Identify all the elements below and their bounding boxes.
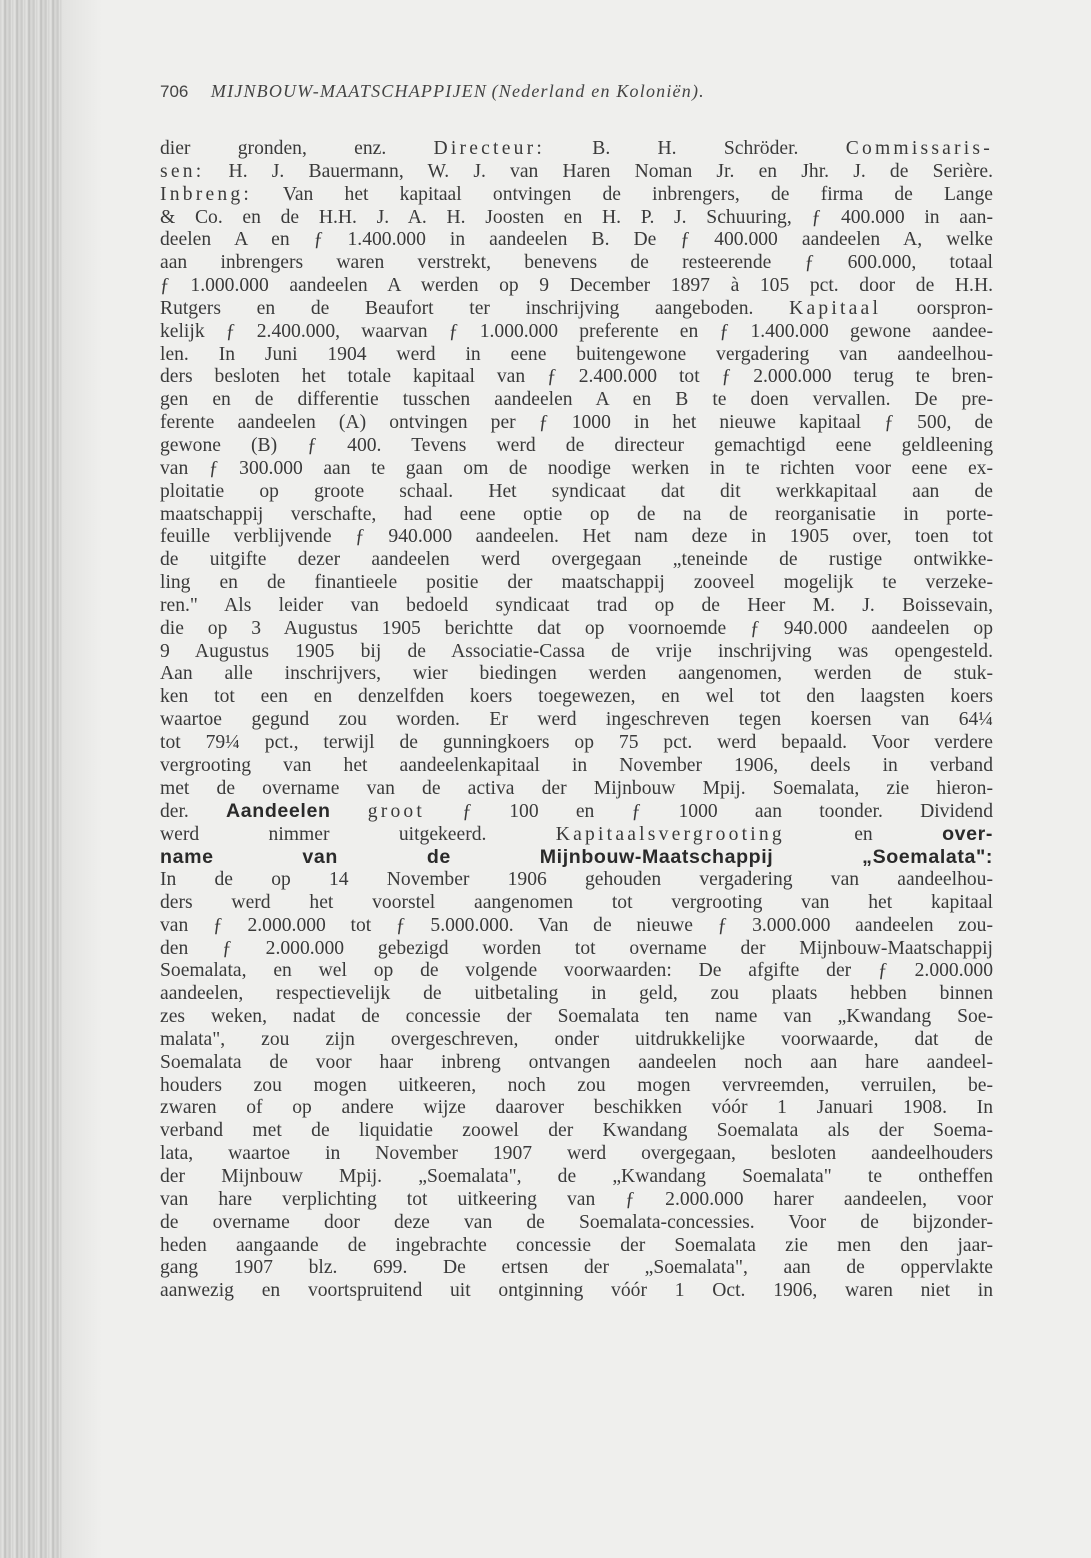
text-line: [160, 1212, 993, 1235]
text-line: [160, 938, 993, 961]
text-run: Soemalata, en wel op de volgende voorwaarden: De afgifte der ƒ 2.000.000: [160, 960, 993, 982]
text-run: gewone (B) ƒ 400. Tevens werd de directeur gemachtigd eene geldleening: [160, 434, 993, 456]
running-subtitle: [492, 81, 705, 101]
text-run: kelijk ƒ 2.400.000, waarvan ƒ 1.000.000 preferente en ƒ 1.400.000 gewone aandee-: [160, 320, 993, 342]
text-run: aan inbrengers waren verstrekt, benevens de resteerende ƒ 600.000, totaal: [160, 252, 993, 274]
text-line: [160, 1052, 993, 1075]
text-line: [160, 846, 993, 869]
text-line: [160, 823, 993, 846]
text-line: [160, 595, 993, 618]
text-line: [160, 229, 993, 252]
spaced-heading: Kapitaalsvergrooting: [555, 824, 785, 846]
text-line: [160, 526, 993, 549]
text-line: [160, 778, 993, 801]
text-run: maatschappij verschafte, had eene optie op de na de reorganisatie in porte-: [160, 503, 993, 525]
text-run: de overname door deze van de Soemalata-concessies. Voor de bijzonder-: [160, 1211, 993, 1233]
text-run: vergrooting van het aandeelenkapitaal in November 1906, deels in verband: [160, 754, 993, 776]
text-run: heden aangaande de ingebrachte concessie der Soemalata zie men den jaar-: [160, 1234, 993, 1256]
book-page: [160, 78, 993, 1303]
text-run: die op 3 Augustus 1905 berichtte dat op voornoemde ƒ 940.000 aandeelen op: [160, 617, 993, 639]
text-line: [160, 572, 993, 595]
text-run: ƒ 1.000.000 aandeelen A werden op 9 December 1897 à 105 pct. door de H.H.: [160, 275, 993, 297]
text-run: ders besloten het totale kapitaal van ƒ 2.400.000 tot ƒ 2.000.000 terug te bren-: [160, 366, 993, 388]
text-run: oorspron-: [881, 297, 993, 319]
text-line: [160, 161, 993, 184]
text-run: zwaren of op andere wijze daarover beschikken vóór 1 Januari 1908. In: [160, 1097, 993, 1119]
text-run: feuille verblijvende ƒ 940.000 aandeelen. Het nam deze in 1905 over, toen tot: [160, 526, 993, 548]
spaced-heading: Inbreng:: [160, 183, 252, 205]
running-subtitle-text: (Nederland en Koloniën).: [491, 81, 705, 101]
text-line: [160, 1029, 993, 1052]
text-run: tot 79¼ pct., terwijl de gunningkoers op 75 pct. werd bepaald. Voor verdere: [160, 731, 993, 753]
text-run: Van het kapitaal ontvingen de inbrengers, de firma de Lange: [251, 183, 993, 205]
text-line: [160, 1166, 993, 1189]
text-line: [160, 252, 993, 275]
text-line: [160, 1143, 993, 1166]
text-run: ling en de finantieele positie der maatschappij zooveel mogelijk te verzeke-: [160, 572, 993, 594]
text-line: [160, 1257, 993, 1280]
text-run: van ƒ 2.000.000 tot ƒ 5.000.000. Van de nieuwe ƒ 3.000.000 aandeelen zou-: [160, 914, 993, 936]
text-run: houders zou mogen uitkeeren, noch zou mogen vervreemden, verruilen, be-: [160, 1074, 993, 1096]
text-run: zes weken, nadat de concessie der Soemalata ten name van „Kwandang Soe-: [160, 1006, 993, 1028]
text-run: [331, 801, 368, 822]
text-line: [160, 915, 993, 938]
text-run: den ƒ 2.000.000 gebezigd worden tot overname der Mijnbouw-Maatschappij: [160, 937, 993, 959]
page-number: 706: [160, 82, 189, 101]
text-run: werd nimmer uitgekeerd.: [160, 824, 556, 846]
spaced-heading: Directeur:: [433, 138, 545, 159]
text-run: ren." Als leider van bedoeld syndicaat trad op de Heer M. J. Boissevain,: [160, 594, 993, 616]
text-line: [160, 549, 993, 572]
text-line: [160, 435, 993, 458]
text-line: [160, 481, 993, 504]
text-run: lata, waartoe in November 1907 werd overgegaan, besloten aandeelhouders: [160, 1143, 993, 1165]
text-line: [160, 1280, 993, 1303]
text-run: der.: [160, 801, 227, 823]
text-line: [160, 892, 993, 915]
text-run: de uitgifte dezer aandeelen werd overgegaan „teneinde de rustige ontwikke-: [160, 549, 993, 571]
text-run: met de overname van de activa der Mijnbouw Mpij. Soemalata, zie hieron-: [160, 777, 993, 799]
text-line: [160, 732, 993, 755]
text-line: [160, 412, 993, 435]
text-line: [160, 458, 993, 481]
text-run: gang 1907 blz. 699. De ertsen der „Soemalata", aan de oppervlakte: [160, 1257, 993, 1279]
text-run: deelen A en ƒ 1.400.000 in aandeelen B. De ƒ 400.000 aandeelen A, welke: [160, 229, 993, 251]
text-run: In de op 14 November 1906 gehouden vergadering van aandeelhou-: [160, 869, 993, 890]
text-line: [160, 800, 993, 823]
text-line: [160, 138, 993, 161]
text-run: 9 Augustus 1905 bij de Associatie-Cassa de vrije inschrijving was opengesteld.: [160, 640, 993, 662]
book-binding-shadow: [0, 0, 63, 1558]
text-run: van ƒ 300.000 aan te gaan om de noodige werken in te richten voor eene ex-: [160, 457, 993, 479]
text-line: [160, 618, 993, 641]
text-run: & Co. en de H.H. J. A. H. Joosten en H. P. J. Schuuring, ƒ 400.000 in aan-: [160, 206, 993, 228]
text-line: [160, 366, 993, 389]
text-run: len. In Juni 1904 werd in eene buitengewone vergadering van aandeelhou-: [160, 343, 993, 365]
text-line: [160, 298, 993, 321]
text-line: [160, 275, 993, 298]
running-head: [160, 78, 993, 104]
text-run: Soemalata de voor haar inbreng ontvangen aandeelen noch aan hare aandeel-: [160, 1051, 993, 1073]
binding-fade: [62, 0, 102, 1558]
text-line: [160, 504, 993, 527]
text-line: [160, 869, 993, 892]
text-run: gen en de differentie tusschen aandeelen A en B te doen vervallen. De pre-: [160, 389, 993, 411]
text-run: B. H. Schröder.: [544, 138, 846, 159]
text-run: dier gronden, enz.: [160, 138, 434, 159]
text-run: Aan alle inschrijvers, wier biedingen werden aangenomen, werden de stuk-: [160, 663, 993, 685]
text-line: [160, 207, 993, 230]
bold-heading: over-: [942, 823, 993, 846]
text-line: [160, 641, 993, 664]
text-run: ploitatie op groote schaal. Het syndicaat dat dit werkkapitaal aan de: [160, 480, 993, 502]
text-run: H. J. Bauermann, W. J. van Haren Noman Jr. en Jhr. J. de Serière.: [204, 160, 993, 182]
text-line: [160, 663, 993, 686]
text-line: [160, 344, 993, 367]
text-run: ferente aandeelen (A) ontvingen per ƒ 1000 in het nieuwe kapitaal ƒ 500, de: [160, 412, 993, 434]
text-run: ders werd het voorstel aangenomen tot vergrooting van het kapitaal: [160, 891, 993, 913]
text-run: Rutgers en de Beaufort ter inschrijving aangeboden.: [160, 297, 790, 319]
text-run: aandeelen, respectievelijk de uitbetaling in geld, zou plaats hebben binnen: [160, 983, 993, 1005]
bold-heading: name van de Mijnbouw-Maatschappij „Soemalata":: [160, 846, 993, 869]
text-line: [160, 184, 993, 207]
body-text: [160, 138, 993, 1303]
text-line: [160, 321, 993, 344]
spaced-heading: Commissaris-: [845, 138, 993, 159]
text-run: malata", zou zijn overgeschreven, onder uitdrukkelijke voorwaarde, dat de: [160, 1028, 993, 1050]
spaced-heading: Kapitaal: [789, 297, 882, 319]
text-run: der Mijnbouw Mpij. „Soemalata", de „Kwandang Soemalata" te ontheffen: [160, 1165, 993, 1187]
text-line: [160, 1097, 993, 1120]
text-line: [160, 1120, 993, 1143]
text-run: ken tot een en denzelfden koers toegewezen, en wel tot den laagsten koers: [160, 686, 993, 708]
text-line: [160, 1075, 993, 1098]
text-run: waartoe gegund zou worden. Er werd ingeschreven tegen koersen van 64¼: [160, 709, 993, 731]
running-title: MIJNBOUW-MAATSCHAPPIJEN: [210, 81, 488, 101]
text-run: ƒ 100 en ƒ 1000 aan toonder. Dividend: [425, 801, 993, 823]
text-run: en: [784, 824, 943, 846]
text-line: [160, 1189, 993, 1212]
text-run: aanwezig en voortspruitend uit ontginning vóór 1 Oct. 1906, waren niet in: [160, 1280, 993, 1302]
text-line: [160, 1235, 993, 1258]
text-line: [160, 960, 993, 983]
text-line: [160, 686, 993, 709]
text-run: van hare verplichting tot uitkeering van ƒ 2.000.000 harer aandeelen, voor: [160, 1188, 993, 1210]
text-line: [160, 1006, 993, 1029]
text-line: [160, 709, 993, 732]
spaced-heading: sen:: [160, 160, 205, 182]
spaced-heading: groot: [367, 801, 426, 823]
text-line: [160, 389, 993, 412]
text-line: [160, 755, 993, 778]
text-line: [160, 983, 993, 1006]
bold-heading: Aandeelen: [226, 800, 331, 823]
text-run: verband met de liquidatie zoowel der Kwandang Soemalata als der Soema-: [160, 1120, 993, 1142]
